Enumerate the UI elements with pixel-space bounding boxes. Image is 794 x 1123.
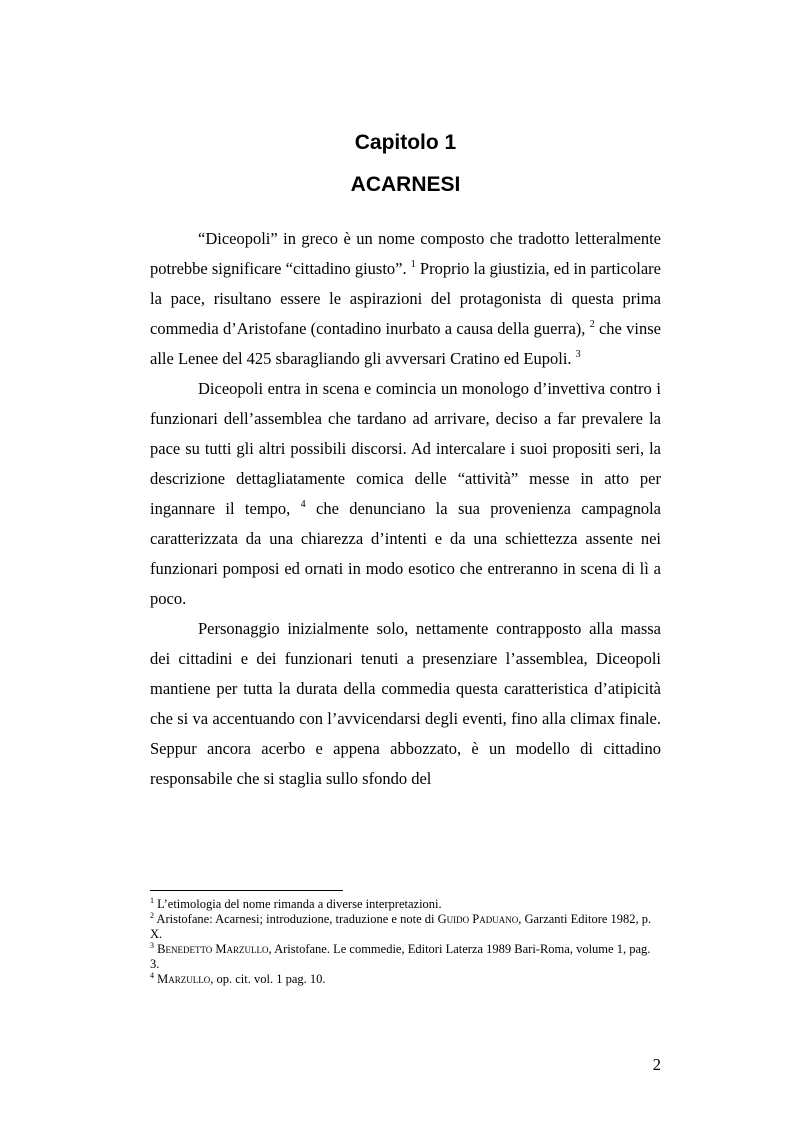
footnote-2: $^2$ Aristofane: Acarnesi; introduzione, traduzione e note di Guido Paduano, Garzanti Editore 1982, p. X.: [150, 911, 652, 941]
paragraph-1: “Diceopoli” in greco è un nome composto che tradotto letteralmente potrebbe significare “cittadino giusto”. $^1$ Proprio la giustizia, ed in particolare la pace, risultano essere le aspirazioni del protagonista di questa prima commedia d’Aristofane (contadino inurbato a causa della guerra), $^2$ che vinse alle Lenee del 425 sbaragliando gli avversari Cratino ed Eupoli. $^3$: [150, 229, 661, 368]
footnote-ref-3[interactable]: 3: [575, 349, 581, 360]
footnote-ref-2[interactable]: 2: [589, 319, 595, 330]
paragraph-3: Personaggio inizialmente solo, nettamente contrapposto alla massa dei cittadini e dei funzionari tenuti a presenziare l’assemblea, Diceopoli mantiene per tutta la durata della commedia questa caratteristica d’atipicità che si va accentuando con l’avvicendarsi degli eventi, fino alla climax finale. Seppur ancora acerbo e appena abbozzato, è un modello di cittadino responsabile che si staglia sullo sfondo del: [150, 619, 661, 788]
footnote-separator: [150, 890, 343, 891]
footnote-4: $^4$ Marzullo, op. cit. vol. 1 pag. 10.: [150, 971, 326, 986]
footnote-3: $^3$ Benedetto Marzullo, Aristofane. Le commedie, Editori Laterza 1989 Bari-Roma, volume 1, pag. 3.: [150, 941, 651, 971]
paragraph-2: Diceopoli entra in scena e comincia un monologo d’invettiva contro i funzionari dell’assemblea che tardano ad arrivare, deciso a far prevalere la pace su tutti gli altri possibili discorsi. Ad intercalare i suoi propositi seri, la descrizione dettagliatamente comica delle “attività” messe in atto per ingannare il tempo, $^4$ che denunciano la sua provenienza campagnola caratterizzata da una chiarezza d’intenti e da una schiettezza assente nei funzionari pomposi ed ornati in modo esotico che entreranno in scena di lì a poco.: [150, 379, 661, 608]
footnote-ref-1[interactable]: 1: [410, 259, 416, 270]
footnotes: [150, 897, 661, 987]
footnote-1: $^1$ L’etimologia del nome rimanda a diverse interpretazioni.: [150, 896, 442, 911]
page-number: 2: [652, 1055, 661, 1074]
body-text: [150, 224, 661, 794]
chapter-number: Capitolo 1: [354, 131, 457, 154]
footnote-ref-4[interactable]: 4: [300, 499, 306, 510]
chapter-title: ACARNESI: [350, 173, 461, 196]
